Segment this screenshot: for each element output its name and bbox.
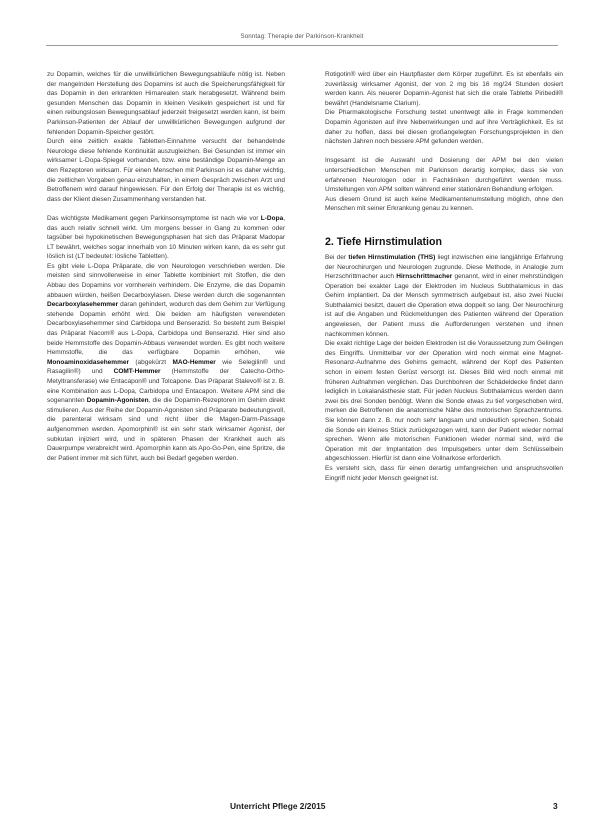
section-heading: 2. Tiefe Hirnstimulation xyxy=(325,235,442,248)
term-mao-hemmer-long: Monoaminoxidasehemmer xyxy=(47,358,129,366)
page-footer xyxy=(0,801,604,821)
paragraph: Bei der tiefen Hirnstimulation (THS) liegt inzwischen eine langjährige Erfahrung der Neurochirurgen und Neurologen zugrunde. Diese Methode, in Analogie zum Herzschrittmacher auch Hirnschrittmacher genannt, wird in einer mehrstündigen Operation bei exakter Lage der Elektroden im Nucleus Subthalamicus in das Gehirn implantiert. Da der Mensch symmetrisch aufgebaut ist, also zwei Nuclei Subthalamici besitzt, dauert die Operation etwa doppelt so lang. Der Neurochirurg ist auf die Angaben und Rückmeldungen des Patienten während der Operation angewiesen, der Patient muss die Aufforderungen verstehen und ihnen nachkommen können. xyxy=(325,253,563,338)
term-ths: tiefen Hirnstimulation (THS) xyxy=(348,253,436,261)
paragraph: Es versteht sich, dass für einen derartig umfangreichen und anspruchsvollen Eingriff nicht jeder Mensch geeignet ist. xyxy=(325,464,563,482)
left-column xyxy=(47,70,285,463)
page-number: 3 xyxy=(553,801,558,811)
term-l-dopa: L-Dopa xyxy=(260,214,284,222)
magazine-title: Unterricht Pflege 2/2015 xyxy=(230,801,326,811)
paragraph: Es gibt viele L-Dopa Präparate, die von Neurologen verschrieben werden. Die meisten sind sinnvollerweise in einer Tablette kombiniert mit Stoffen, die den Abbau des Dopamins vor vornherein verhindern. Die Enzyme, die das Dopamin abbauen würden, heißen Decarboxylasen. Diese werden durch die sogenannten Decarboxylasehemmer daran gehindert, wodurch das dem Gehirn zur Verfügung stehende Dopamin erhöht wird. Die beiden am häufigsten verwendeten Decarboxylasehemmer sind Carbidopa und Benserazid. So besteht zum Beispiel das Präparat Nacom® aus L-Dopa, Carbidopa und Benserazid. Hier sind also beide Hemmstoffe des Dopamin-Abbaus verwendet worden. Es gibt noch weitere Hemmstoffe, die das verfügbare Dopamin erhöhen, wie Monoaminoxidasehemmer (abgekürzt MAO-Hemmer wie Selegilin® und Rasagilin®) und COMT-Hemmer (Hemmstoffe der Catecho-Ortho-Metyltransferase) wie Entacapon® und Tolcapone. Das Präparat Stalevo® ist z. B. eine Kombination aus L-Dopa, Carbidopa und Entacapon. Weitere APM sind die sogenannten Dopamin-Agonisten, die die Dopamin-Rezeptoren im Gehirn direkt stimulieren. Aus der Reihe der Dopamin-Agonisten sind Präparate bedeutungsvoll, die parenteral wirksam sind und nicht über die Magen-Darm-Passage aufgenommen werden. Apomorphin® ist ein sehr stark wirksamer Agonist, der subkutan injiziert wird, und in späteren Phasen der Krankheit auch als Dauerpumpe verabreicht wird. Apomorphin kann als Apo-Go-Pen, eine Spritze, die der Patient immer mit sich führt, auch bei Bedarf gegeben werden. xyxy=(47,262,285,462)
term-hirnschrittmacher: Hirnschrittmacher xyxy=(396,273,453,281)
header-rule xyxy=(46,45,558,46)
paragraph: Aus diesem Grund ist auch keine Medikamentenumstellung möglich, ohne den Menschen mit seiner Erkrankung genau zu kennen. xyxy=(325,195,563,213)
running-header: Sonntag: Therapie der Parkinson-Krankheit xyxy=(240,33,364,40)
paragraph: Rotigotin® wird über ein Hautpflaster dem Körper zugeführt. Es ist ebenfalls ein zuverlässig wirksamer Agonist, der von 2 mg bis 16 mg/24 Stunden dosiert werden kann. Als neuerer Dopamin-Agonist hat sich die orale Tablette Piribedil® bewährt (Handelsname Clarium). xyxy=(325,71,563,107)
paragraph: Durch eine zeitlich exakte Tabletten-Einnahme versucht der behandelnde Neurologe diese fehlende Kontinuität auszugleichen. Bei Gesunden ist immer ein wirksamer L-Dopa-Spiegel vorhanden, bzw. eine beständige Dopamin-Menge an den Rezeptoren wirksam. Für einen Menschen mit Parkinson ist es daher wichtig, die zeitlichen Vorgaben genau einzuhalten, in einem Gespräch zwischen Arzt und Betroffenem wird darauf hingewiesen. Für den Erfolg der Therapie ist es wichtig, dass der Klient diesen Zusammenhang verstanden hat. xyxy=(47,138,285,203)
term-decarboxylasehemmer: Decarboxylasehemmer xyxy=(47,301,119,309)
term-dopamin-agonisten: Dopamin-Agonisten xyxy=(86,397,149,405)
right-column xyxy=(325,70,563,483)
term-mao-hemmer: MAO-Hemmer xyxy=(172,358,216,366)
paragraph: Die Pharmakologische Forschung testet unentwegt alle in Frage kommenden Dopamin Agonisten auf ihre Nebenwirkungen und auf ihre Verträglichkeit. Es ist daher zu hoffen, dass bei diesen großangelegten Forschungsprojekten in den nächsten Jahren noch bessere APM gefunden werden. xyxy=(325,109,563,146)
term-comt-hemmer: COMT-Hemmer xyxy=(113,368,161,376)
paragraph: zu Dopamin, welches für die unwillkürlichen Bewegungsabläufe nötig ist. Neben der mangelnden Herstellung des Dopamins ist auch die Speicherungsfähigkeit für das Dopamin in den erkrankten Hirnarealen stark herabgesetzt. Während beim gesunden Menschen das Dopamin in kleinen Vesikeln gespeichert ist und für einen reibungslosen Bewegungsablauf jederzeit freigesetzt werden kann, ist beim Parkinson-Patienten der Ablauf der unwillkürlichen Bewegungen aufgrund der fehlenden Dopamin-Speicher gestört. xyxy=(47,71,285,136)
paragraph: Die exakt richtige Lage der beiden Elektroden ist die Voraussetzung zum Gelingen des Eingriffs. Unmittelbar vor der Operation wird noch einmal eine Magnet-Resonanz-Aufnahme des Gehirns gemacht, während der Kopf des Patienten schon in einem festen Gerüst versorgt ist. Dieses Bild wird noch einmal mit früheren Aufnahmen verglichen. Das Durchbohren der Schädeldecke findet dann lediglich in Lokalanästhesie statt. Für jeden Nucleus Subthalamicus werden dann zwei bis drei Sonden benötigt. Wenn die Sonde etwas zu tief vorgeschoben wird, merken die Betroffenen die anatomische Nähe des motorischen Sprachzentrums. Sie können dann z. B. nur noch sehr langsam und undeutlich sprechen. Sobald die Sonde ein kleines Stück zurückgezogen wird, kann der Patient wieder normal sprechen. Wenn alle motorischen Funktionen wieder normal sind, wird die Operation mit der Implantation des Impulsgebers unter dem Schlüsselbein abgeschlossen. Hierfür ist dann eine Vollnarkose erforderlich. xyxy=(325,340,563,463)
paragraph: Das wichtigste Medikament gegen Parkinsonsymptome ist nach wie vor L-Dopa, das auch relativ schnell wirkt. Um morgens besser in Gang zu kommen oder tagsüber bei hypokinetischen Bewegungsphasen hat sich das Präparat Madopar LT bewährt, welches sogar innerhalb von 10 Minuten wirken kann, da es sehr gut löslich ist (LT bedeutet: lösliche Tabletten). xyxy=(47,214,285,261)
paragraph: Insgesamt ist die Auswahl und Dosierung der APM bei den vielen unterschiedlichen Menschen mit Parkinson derartig komplex, dass sie von erfahrenen Neurologen oder in Fachkliniken durchgeführt werden muss. Umstellungen von APM sollten während einer stationären Behandlung erfolgen. xyxy=(325,157,563,194)
